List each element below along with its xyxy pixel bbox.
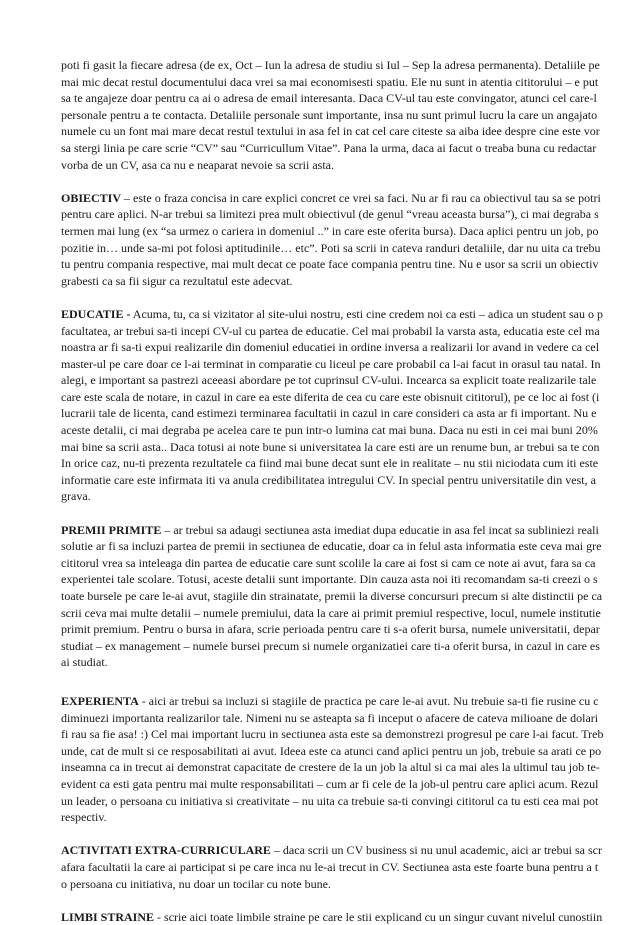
paragraph-gap [61,289,638,306]
text-line: solutie ar fi sa incluzi partea de premii in sectiunea de educatie, doar ca in felul asta informatia este ceva mai gre [61,539,602,554]
paragraph-activitati-extra-curriculare [61,842,638,892]
text-line: personale pentru a te contacta. Detaliile personale sunt importante, insa nu sunt primul lucru la care un angajato [61,107,598,122]
text-line: tu pentru compania respective, mai mult decat ce poate face compania pentru tine. Nu e usor sa scrii un obiectiv [61,257,599,272]
text-line: studiat – ex management – numele bursei precum si numele organizatiei care ti-a oferit bursa, in cazul in care es [61,638,600,653]
section-heading-activitati-extra-curriculare: ACTIVITATI EXTRA-CURRICULARE [61,843,271,858]
paragraph-experienta [61,693,638,826]
text-line: experientei tale scolare. Totusi, aceste detalii sunt importante. Din cauza asta noi iti recomandam sa-ti creezi o s [61,572,598,587]
paragraph-premii-primite [61,522,638,671]
text-line: primit premium. Pentru o bursa in afara, scrie perioada pentru care ti s-a oferit bursa, numele universitatii, depar [61,622,600,637]
section-heading-premii-primite: PREMII PRIMITE [61,522,162,537]
text-line: pozitie in… unde sa-mi pot folosi aptitudinile… etc”. Poti sa scrii in cateva randuri detaliile, dar nu uita ca trebu [61,240,601,255]
text-line-rest: - aici ar trebui sa incluzi si stagiile de practica pe care le-ai avut. Nu trebuie sa-ti fie rusine cu c [138,693,599,708]
text-line: mai bine sa scrii asta.. Daca totusi ai note bune si universitatea la care esti are un renume bun, ar trebui sa te con [61,439,600,454]
text-line [61,306,638,323]
text-line: un leader, o persoana cu initiativa si creativitate – nu uita ca trebuie sa-ti convingi cititorul ca tu esti cea mai pot [61,793,599,808]
paragraph-educatie [61,306,638,505]
paragraph-gap [61,505,638,522]
section-heading-obiectiv: OBIECTIV [61,190,122,205]
text-line-rest: - scrie aici toate limbile straine pe care le stii explicand cu un singur cuvant nivelul cunostiin [154,909,603,924]
text-line [61,693,638,710]
text-line: aceste detalii, ci mai degraba pe acelea care te pun intr-o lumina cat mai buna. Daca nu esti in cei mai buni 20% [61,423,598,438]
text-line [61,909,638,925]
paragraph-gap [61,826,638,843]
text-line-rest: – ar trebui sa adaugi sectiunea asta imediat dupa educatie in asa fel incat sa subliniezi reali [161,522,599,537]
text-line: sa stergi linia pe care scrie “CV” sau “Curricullum Vitae”. Pana la urma, daca ai facut o treaba buna cu redactar [61,140,597,155]
text-line: scrii ceva mai multe detalii – numele premiului, data la care ai primit premiul respective, locul, numele institutie [61,605,601,620]
text-line: afara facultatii la care ai participat si pe care inca nu le-ai trecut in CV. Sectiunea asta este foarte buna pentru a t [61,859,599,874]
section-heading-limbi-straine: LIMBI STRAINE [61,909,155,924]
text-line: master-ul pe care doar ce l-ai terminat in comparatie cu liceul pe care probabil ca l-ai facut in orasul tau natal. In [61,356,601,371]
text-line: noastra ar fi sa-ti expui realizarile din domeniul educatiei in ordine inversa a realizarii lor avand in vedere ca cel [61,340,600,355]
paragraph-gap [61,892,638,909]
paragraph-limbi-straine [61,909,638,925]
text-line: alegi, e important sa pastrezi aceeasi abordare pe tot cuprinsul CV-ului. Incearca sa explicit toate realizarile tale [61,373,597,388]
text-line-rest: – daca scrii un CV business si nu unul academic, aici ar trebui sa scr [270,843,602,858]
text-line: grabesti ca sa fii sigur ca rezultatul este adecvat. [61,273,293,288]
text-line-rest: Acuma, tu, ca si vizitator al site-ului nostru, esti cine credem noi ca esti – adica un student sau o p [130,306,603,321]
text-line [61,190,638,207]
section-heading-experienta: EXPERIENTA [61,693,139,708]
text-line: unde, cat de mult si ce resposabilitati ai avut. Ideea este ca atunci cand aplici pentru un job, trebuie sa arati ce po [61,743,602,758]
text-line: o persoana cu initiativa, nu doar un tocilar cu note bune. [61,876,331,891]
text-line: toate burselе pe care le-ai avut, stagiile din strainatate, premii la diverse concursuri precum si alte distinctii pe ca [61,589,603,603]
text-line [61,842,638,859]
text-line: facultatea, ar trebui sa-ti incepi CV-ul cu partea de educatie. Cel mai probabil la varsta asta, educatia este cel ma [61,323,600,338]
section-heading-educatie: EDUCATIE - [61,306,131,321]
text-line: numele cu un font mai mare decat restul textului in asa fel in cat cel care citeste sa aiba idee despre cine este vor [61,124,600,139]
text-line: evident ca esti gata pentru mai multe responsabilitati – cum ar fi cele de la job-ul pentru care aplici acum. Rezul [61,776,599,791]
text-line: sa te angajeze doar pentru ca ai o adresa de email interesanta. Daca CV-ul tau este convingator, atunci cel care-l [61,91,597,106]
text-line: care este scala de notare, in cazul in care ea este diferita de cea cu care este obisnuit cititorul), pe ce loc ai fost (i [61,389,600,404]
document-page [61,57,638,925]
paragraph-gap [61,671,638,693]
text-line: fi rau sa fie asa! :) Cel mai important lucru in sectiunea asta este sa demonstrezi progresul pe care l-ai facut. Treb [61,727,604,742]
text-line: informatie care este infirmata iti va anula credibilitatea intregului CV. In special pentru universitatile din vest, a [61,472,596,487]
text-line [61,522,638,539]
text-line: ai studiat. [61,655,108,670]
text-line: grava. [61,489,91,504]
text-line: mai mic decat restul documentului daca vrei sa mai economisesti spatiu. Ele nu sunt in atentia cititorului – e put [61,74,599,89]
text-line: respectiv. [61,810,107,825]
text-line-rest: – este o fraza concisa in care explici concret ce vrei sa faci. Nu ar fi rau ca obiectivul tau sa se potri [121,190,601,205]
paragraph-gap [61,173,638,190]
paragraph-obiectiv [61,190,638,290]
text-line: In orice caz, nu-ti prezenta rezultatele ca fiind mai bune decat sunt ele in realitate – nu stii niciodata cum iti este [61,456,599,471]
text-line: poti fi gasit la fiecare adresa (de ex, Oct – Iun la adresa de studiu si Iul – Sep la adresa permanenta). Detaliile pe [61,58,600,72]
text-line: termen mai lung (ex “sa urmez o cariera in domeniul ..” in care este oferita bursa). Daca aplici pentru un job, po [61,223,599,238]
text-line: diminuezi importanta realizarilor tale. Nimeni nu se asteapta sa fi inceput o afacere de cateva milioane de dolari [61,710,599,725]
text-line: inseamna ca in trecut ai demonstrat capacitate de crestere de la un job la altul si ca mai ales la ultimul tau job te- [61,760,600,775]
text-line: vorba de un CV, asa ca nu e neaparat nevoie sa scrii asta. [61,157,335,172]
text-line: lucrarii tale de licenta, cand estimezi terminarea facultatii in cazul in care consideri ca asta ar fi important. Nu e [61,406,597,421]
paragraph-personal-details [61,57,638,173]
text-line: pentru care aplici. N-ar trebui sa limitezi prea mult obiectivul (de genul “vreau aceasta bursa”), ci mai degraba s [61,207,599,222]
text-line: cititorul vrea sa inteleaga din partea de educatie care sunt scolile la care ai fost si cam ce note ai avut, fara sa ca [61,555,596,570]
